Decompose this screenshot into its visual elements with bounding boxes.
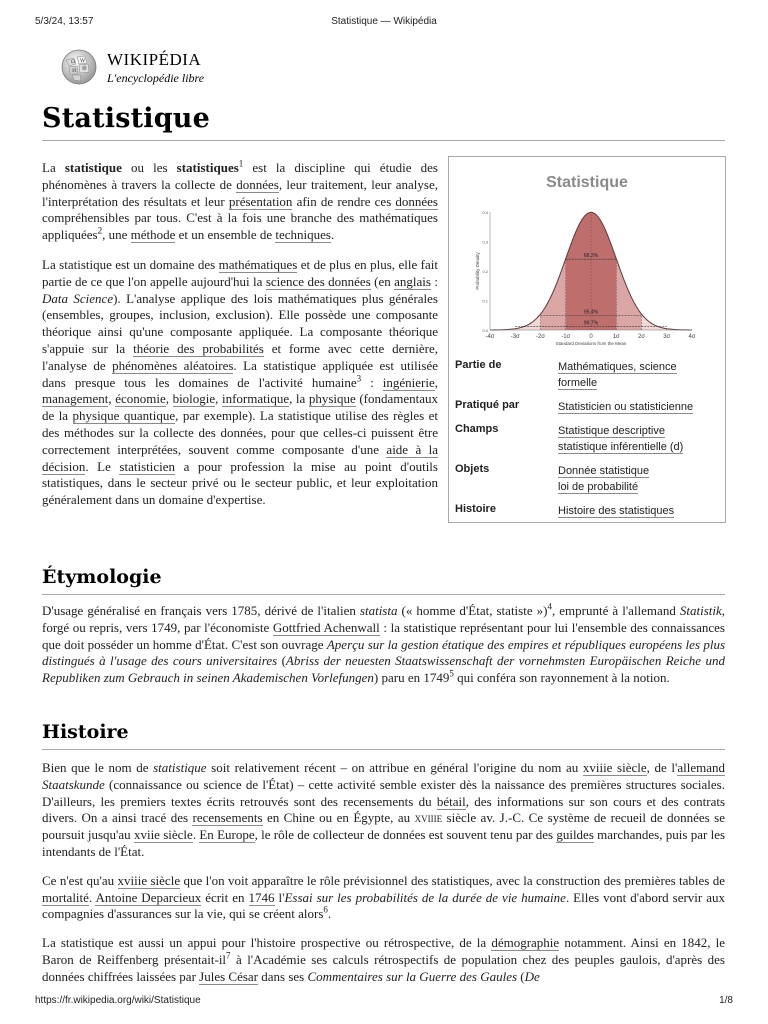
- infobox-link[interactable]: Statistique descriptive: [558, 425, 665, 437]
- wiki-link[interactable]: mortalité: [42, 889, 89, 905]
- italic-text: Statistik: [679, 603, 722, 618]
- italic-text: De: [524, 968, 540, 984]
- text-run: La statistique est aussi un appui pour l'histoire prospective ou rétrospective, de la: [42, 935, 492, 951]
- wiki-link[interactable]: Jules César: [199, 968, 259, 984]
- infobox-link[interactable]: Histoire des statistiques: [558, 505, 675, 517]
- text-run: siècle av. J.-C. Ce système de recueil de données se poursuit jusqu'au: [42, 810, 726, 843]
- text-run: . Elles vont d'abord servir aux compagnies d'assurances sur la vie, qui se créent alors: [42, 889, 725, 922]
- reference-link[interactable]: 3: [356, 373, 362, 384]
- wiki-link[interactable]: science des données: [265, 273, 371, 289]
- infobox-row: [455, 503, 719, 519]
- text-run: (fondamentaux de la: [42, 391, 439, 424]
- infobox-rows: [455, 359, 719, 527]
- wiki-link[interactable]: informatique: [221, 391, 290, 407]
- infobox-value: [558, 399, 719, 415]
- text-run: ou les: [121, 160, 177, 175]
- text-run: et forme avec cette dernière, l'analyse de: [42, 340, 438, 373]
- print-footer: [35, 995, 733, 1009]
- bold-term: statistiques: [176, 160, 239, 175]
- lead-section: [42, 160, 438, 522]
- wiki-link[interactable]: données: [395, 193, 438, 209]
- interval-label: 99.7%: [583, 320, 599, 327]
- italic-text: Data Science: [42, 290, 114, 306]
- italic-text: Abriss der neuesten Staatswissenschaft der vornehmsten Europäischen Reiche und Republiken zum Gebrauch in seinen Akademischen Vorlefungen: [42, 653, 725, 686]
- infobox-link[interactable]: Statisticien ou statisticienne: [558, 401, 694, 413]
- reference-link[interactable]: 4: [547, 601, 552, 612]
- wiki-link[interactable]: phénomènes aléatoires: [112, 357, 234, 373]
- text-run: en Chine ou en Égypte, au: [262, 810, 415, 826]
- text-run: que l'on voit apparaître le rôle prévisionnel des statistiques, avec la construction des premières tables de: [180, 872, 726, 888]
- x-tick-label: -4σ: [485, 334, 495, 340]
- italic-text: statistique: [153, 760, 207, 775]
- text-run: (« homme d'État, statiste »): [397, 603, 548, 618]
- text-run: ,: [108, 391, 116, 407]
- infobox-label: Partie de: [455, 359, 502, 371]
- infobox-value: [558, 463, 719, 495]
- wiki-link[interactable]: physique quantique: [72, 408, 176, 424]
- wiki-link[interactable]: En Europe: [199, 827, 255, 843]
- wiki-link[interactable]: économie: [115, 391, 166, 407]
- wiki-link[interactable]: données: [236, 176, 279, 192]
- italic-text: Essai sur les probabilités de la durée de vie humaine: [284, 889, 566, 905]
- wiki-link[interactable]: management: [42, 391, 109, 407]
- y-tick-label: 0.1: [482, 298, 488, 304]
- text-run: , leur traitement, leur analyse, l'interprétation des résultats et leur: [42, 176, 439, 209]
- y-tick-label: 0.4: [482, 210, 488, 215]
- reference-link[interactable]: 6: [323, 905, 328, 916]
- wiki-link[interactable]: guildes: [556, 827, 594, 843]
- text-run: , de l': [646, 760, 678, 775]
- text-run: :: [430, 273, 438, 289]
- text-run: à l'Académie ses calculs rétrospectifs de population chez des peuples gaulois, d'après des données chiffrées laissées par: [42, 951, 725, 984]
- text-run: , forgé ou repris, vers 1749, par l'économiste: [42, 603, 726, 635]
- text-run: ,: [165, 391, 173, 407]
- italic-text: Staatskunde: [42, 776, 105, 792]
- text-run: l': [274, 889, 285, 905]
- text-run: La statistique est un domaine des: [42, 256, 219, 272]
- text-run: écrit en: [201, 889, 249, 905]
- wiki-link[interactable]: Gottfried Achenwall: [272, 619, 380, 635]
- text-run: marchandes, puis par les intendants de l'État.: [42, 827, 726, 859]
- text-run: et un ensemble de: [175, 227, 276, 243]
- text-run: a pour profession la mise au point d'outils statistiques, dans le secteur privé ou le secteur public, et leur exploitation généralement dans un domaine d'expertise.: [42, 458, 438, 508]
- text-run: , des informations sur son cours et des contrats divers. On a ainsi tracé des: [42, 793, 726, 826]
- text-run: : la statistique représentant pour lui l'ensemble des connaissances que doit posséder un homme d'État. C'est son ouvrage: [42, 619, 725, 652]
- logo-tagline: L'encyclopédie libre: [107, 71, 205, 85]
- text-run: , une: [102, 227, 131, 243]
- text-run: ,: [215, 391, 222, 407]
- infobox-label: Objets: [455, 463, 490, 475]
- wiki-link[interactable]: démographie: [491, 935, 560, 951]
- italic-text: Commentaires sur la Guerre des Gaules: [307, 968, 518, 984]
- print-date: 5/3/24, 13:57: [35, 16, 94, 27]
- section-heading-etymologie: Étymologie: [42, 566, 725, 595]
- text-run: et de plus en plus, elle fait partie de ce que l'on appelle aujourd'hui la: [42, 256, 438, 289]
- text-run: ). L'analyse applique des lois mathématiques plus générales (ensembles, groupes, inclusion, exclusion). Elle possède une composante théorique ainsi qu'une composante appliquée. La composante théorique s'appuie sur la: [42, 290, 438, 356]
- text-run: qui conféra son rayonnement à la notion.: [453, 670, 670, 686]
- svg-text:И: И: [72, 68, 77, 74]
- text-run: .: [327, 906, 332, 922]
- section-etymologie: [42, 603, 725, 699]
- text-run: Bien que le nom de: [42, 760, 154, 775]
- print-header: [35, 16, 733, 30]
- svg-text:W: W: [80, 58, 86, 64]
- infobox-row: [455, 423, 719, 455]
- infobox: [448, 156, 726, 523]
- wikipedia-globe-icon: [60, 48, 98, 86]
- svg-text:Ω: Ω: [71, 59, 76, 65]
- svg-text:維: 維: [82, 66, 88, 72]
- infobox-value: [558, 503, 719, 519]
- text-run: .: [88, 889, 96, 905]
- infobox-row: [455, 463, 719, 495]
- wiki-link[interactable]: méthode: [130, 227, 176, 243]
- infobox-label: Champs: [455, 423, 499, 435]
- text-run: . Le: [85, 458, 120, 474]
- text-run: Ce n'est qu'au: [42, 872, 118, 888]
- text-run: notamment. Ainsi en 1842, le Baron de Reiffenberg présentait-il: [42, 935, 726, 967]
- text-run: , par exemple). La statistique utilise des règles et des méthodes sur la collecte des données, pour que celles-ci puissent être correctement interprétées, souvent comme composante d'une: [42, 408, 438, 457]
- text-run: ,: [434, 374, 439, 390]
- lead-paragraph-2: [42, 257, 438, 509]
- italic-text: statista: [359, 603, 398, 618]
- text-run: ) paru en 1749: [373, 670, 450, 686]
- text-run: , emprunté à l'allemand: [551, 603, 680, 618]
- wiki-link[interactable]: biologie: [172, 391, 216, 407]
- text-run: . La statistique appliquée est utilisée dans presque tous les domaines de l'activité humaine: [42, 357, 438, 390]
- infobox-title: Statistique: [546, 174, 628, 191]
- infobox-value: [558, 423, 719, 455]
- section-histoire: [42, 760, 725, 998]
- infobox-label: Pratiqué par: [455, 399, 520, 411]
- wiki-link[interactable]: ingénierie: [382, 374, 435, 390]
- text-run: afin de rendre ces: [292, 193, 396, 209]
- x-tick-label: 3σ: [663, 334, 671, 340]
- x-tick-label: -2σ: [535, 334, 546, 340]
- text-run: est la discipline qui étudie des phénomènes à travers la collecte de: [42, 160, 438, 192]
- print-url: https://fr.wikipedia.org/wiki/Statistique: [35, 995, 201, 1006]
- etymologie-paragraph: [42, 603, 725, 687]
- text-run: (en: [370, 273, 395, 289]
- lead-paragraph-1: [42, 160, 438, 244]
- infobox-link[interactable]: loi de probabilité: [558, 481, 639, 493]
- histoire-paragraph-1: [42, 760, 725, 861]
- wiki-link[interactable]: 1746: [248, 889, 275, 905]
- y-tick-label: 0.0: [482, 328, 488, 333]
- wiki-link[interactable]: mathématiques: [218, 256, 298, 272]
- wiki-link[interactable]: physique: [308, 391, 356, 407]
- text-run: (: [517, 968, 525, 984]
- wiki-link[interactable]: xviiie siècle: [582, 760, 647, 775]
- x-tick-label: 4σ: [688, 334, 696, 340]
- text-run: soit relativement récent – on attribue en général l'origine du nom au: [206, 760, 583, 775]
- infobox-label: Histoire: [455, 503, 496, 515]
- x-axis-title: Standard Deviations from the Mean: [555, 341, 627, 346]
- wikipedia-logo[interactable]: [60, 48, 260, 88]
- y-tick-label: 0.2: [482, 269, 488, 274]
- wiki-link[interactable]: techniques: [275, 227, 331, 243]
- infobox-link[interactable]: formelle: [558, 377, 598, 389]
- text-run: .: [192, 827, 200, 843]
- x-tick-label: -3σ: [510, 334, 520, 340]
- infobox-link[interactable]: Donnée statistique: [558, 465, 650, 477]
- x-tick-label: -1σ: [561, 334, 571, 340]
- wiki-link[interactable]: bétail: [436, 793, 466, 809]
- histoire-paragraph-3: [42, 935, 725, 985]
- wiki-link[interactable]: recensements: [192, 810, 263, 826]
- wiki-link[interactable]: théorie des probabilités: [133, 340, 264, 356]
- text-run: .: [330, 227, 335, 243]
- text-run: :: [361, 374, 383, 390]
- infobox-row: [455, 399, 719, 415]
- wiki-link[interactable]: anglais: [394, 273, 431, 289]
- y-tick-label: 0.3: [482, 239, 488, 245]
- page-title: Statistique: [42, 103, 725, 141]
- text-run: dans ses: [258, 968, 308, 984]
- infobox-value: [558, 359, 719, 391]
- wiki-link[interactable]: xviie siècle: [133, 827, 193, 843]
- infobox-row: [455, 359, 719, 391]
- interval-label: 95.4%: [583, 309, 599, 316]
- text-run: , le rôle de collecteur de données est souvent tenu par des: [254, 827, 557, 843]
- x-tick-label: 1σ: [612, 334, 620, 340]
- bold-term: statistique: [64, 160, 122, 175]
- text-run: (: [277, 653, 286, 669]
- section-heading-histoire: Histoire: [42, 721, 725, 750]
- wiki-link[interactable]: statisticien: [119, 458, 176, 474]
- infobox-link[interactable]: statistique inférentielle (d): [558, 441, 684, 453]
- infobox-link[interactable]: Mathématiques, science: [558, 361, 677, 373]
- wiki-link[interactable]: présentation: [228, 193, 293, 209]
- x-tick-label: 0: [589, 334, 593, 340]
- wiki-link[interactable]: xviiie siècle: [117, 872, 181, 888]
- y-axis-title: Probability Density: [475, 252, 480, 290]
- reference-link[interactable]: 2: [97, 225, 103, 236]
- wiki-link[interactable]: aide à la décision: [42, 441, 438, 474]
- reference-link[interactable]: 1: [238, 158, 244, 169]
- text-run: compréhensibles par tous. C'est à la fois une branche des mathématiques appliquées: [42, 210, 438, 243]
- text-run: (connaissance ou science de l'État) – cette activité semble exister dès la naissance des premières structures sociales. D'ailleurs, les premiers textes écrits retrouvés sont des recensements du: [42, 776, 725, 809]
- print-title: Statistique — Wikipédia: [331, 16, 437, 27]
- text-run: La: [42, 160, 65, 175]
- logo-wordmark: WIKIPÉDIA: [107, 50, 202, 69]
- interval-label: 68.2%: [583, 253, 599, 260]
- wiki-link[interactable]: allemand: [677, 760, 725, 775]
- italic-text: Aperçu sur la gestion étatique des empires et républiques européens les plus distingués à l'usage des cours universitaires: [42, 636, 726, 669]
- reference-link[interactable]: 7: [226, 950, 231, 961]
- print-page-number: 1/8: [719, 995, 733, 1006]
- reference-link[interactable]: 5: [449, 668, 454, 679]
- century-text: xviiie: [414, 810, 443, 826]
- histoire-paragraph-2: [42, 873, 725, 923]
- text-run: D'usage généralisé en français vers 1785, dérivé de l'italien: [42, 603, 360, 618]
- text-run: , la: [289, 391, 309, 407]
- x-tick-label: 2σ: [637, 334, 646, 340]
- wiki-link[interactable]: Antoine Deparcieux: [95, 889, 202, 905]
- normal-distribution-chart: [474, 202, 700, 352]
